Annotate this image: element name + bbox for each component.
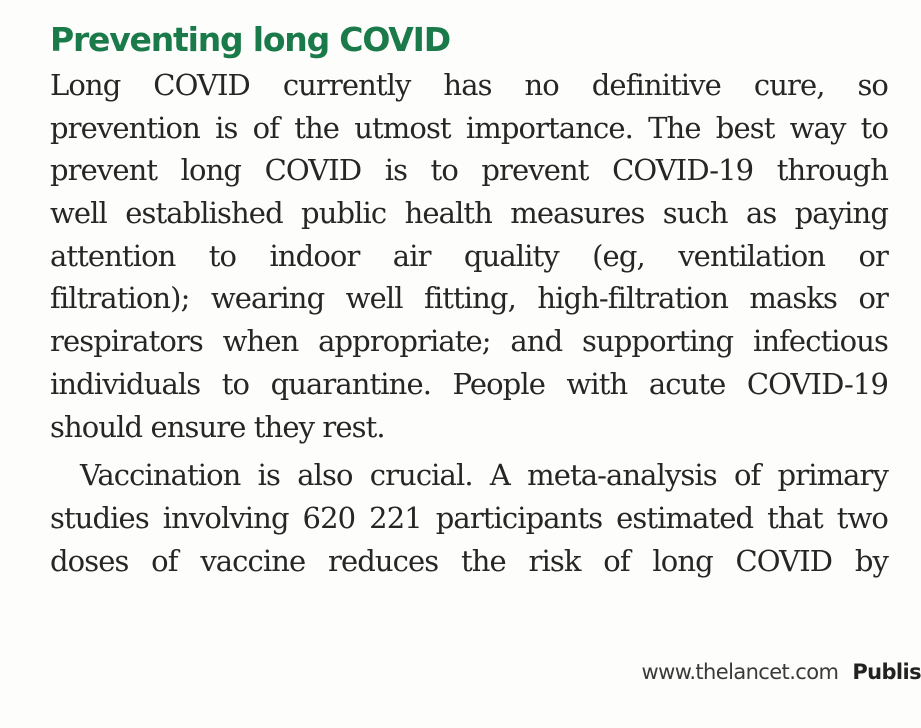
paragraph-2 [50,454,888,582]
paragraph-1 [50,64,888,448]
text-line: should ensure they rest. [50,409,385,444]
text-line: attention to indoor air quality (eg, ventilation or [50,238,888,273]
publisher-label: Publis [852,660,921,684]
text-line: Long COVID currently has no definitive cure, so [50,68,888,102]
text-line: filtration); wearing well fitting, high-filtration masks or [50,281,888,316]
page-footer [642,656,921,688]
section-heading: Preventing long COVID [50,20,450,59]
journal-website-link[interactable]: www.thelancet.com [641,660,839,684]
text-line: prevention is of the utmost importance. The best way to [50,110,888,145]
text-line: Vaccination is also crucial. A meta-analysis of primary [80,458,888,493]
text-line: well established public health measures such as paying [50,196,888,231]
text-line: prevent long COVID is to prevent COVID-19 through [50,153,888,188]
text-line: individuals to quarantine. People with acute COVID-19 [50,366,888,401]
article-body [50,64,888,582]
text-line: studies involving 620 221 participants estimated that two [50,500,888,535]
text-line: doses of vaccine reduces the risk of long COVID by [50,543,888,578]
text-line: respirators when appropriate; and supporting infectious [50,324,888,359]
